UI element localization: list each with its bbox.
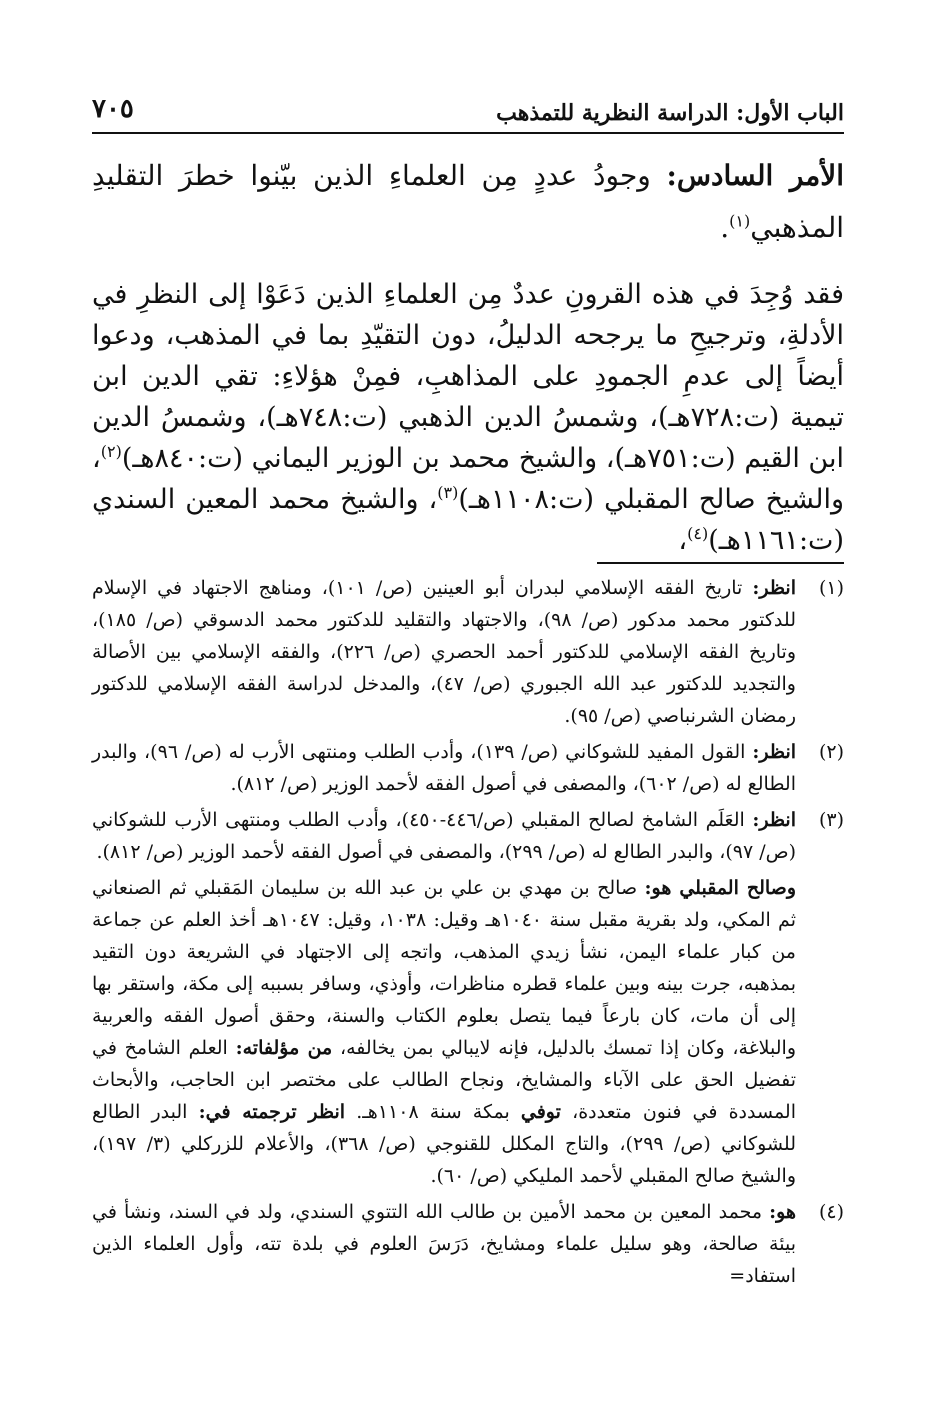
footnote-1-text: تاريخ الفقه الإسلامي لبدران أبو العينين (ص/ ١٠١)، ومناهج الاجتهاد في الإسلام للدكتور محمد مدكور (ص/ ٩٨)، والاجتهاد والتقليد للدكتور محمد الدسوقي (ص/ ١٨٥)، وتاريخ الفقه الإسلامي للدكتور أحمد الحصري (ص/ ٢٢٦)، والفقه الإسلامي بين الأصالة والتجديد للدكتور عبد الله الجبوري (ص/ ٤٧)، والمدخل لدراسة الفقه الإسلامي للدكتور رمضان الشرنباصي (ص/ ٩٥).	[92, 577, 796, 727]
footnote-3-label: انظر:	[752, 809, 796, 831]
biography-label: وصالح المقبلي هو:	[644, 877, 796, 899]
footnote-ref-3: (٣)	[437, 483, 459, 502]
main-paragraph-part-c: ، والشيخ محمد المعين السندي (ت:١١٦١هـ)	[92, 484, 844, 556]
biography-died-label: توفي	[520, 1101, 561, 1123]
biography-part-2: العلم الشامخ في تفضيل الحق على الآباء والمشايخ، ونجاح الطالب على مختصر ابن الحاجب، والأبحاث المسددة في فنون متعددة،	[92, 1037, 796, 1123]
section-heading-text: وجودُ عددٍ مِن العلماءِ الذين بيّنوا خطرَ التقليدِ المذهبي	[92, 159, 844, 244]
footnote-ref-2: (٢)	[100, 442, 122, 461]
footnote-ref-4: (٤)	[687, 524, 709, 543]
footnote-3-biography	[92, 872, 844, 1192]
footnote-1	[92, 572, 844, 732]
page-number: ٧٠٥	[92, 94, 134, 124]
section-heading-label: الأمر السادس:	[666, 159, 845, 192]
footnotes	[92, 572, 844, 1296]
main-paragraph-part-a: فقد وُجِدَ في هذه القرونِ عددٌ مِن العلماءِ الذين دَعَوْا إلى النظرِ في الأدلةِ، وترجيحِ ما يرجحه الدليلُ، دون التقيّدِ بما في المذهب، ودعوا أيضاً إلى عدمِ الجمودِ على المذاهبِ، فمِنْ هؤلاءِ: تقي الدين ابن تيمية (ت:٧٢٨هـ)، وشمسُ الدين الذهبي (ت:٧٤٨هـ)، وشمسُ الدين ابن القيم (ت:٧٥١هـ)، والشيخ محمد بن الوزير اليماني (ت:٨٤٠هـ)	[92, 279, 844, 474]
footnote-4-text: محمد المعين بن محمد الأمين بن طالب الله التتوي السندي، ولد في السند، ونشأ في بيئة صالحة، وهو سليل علماء ومشايخ، دَرَسَ العلوم في بلدة تته، وأول العلماء الذين استفاد=	[92, 1201, 796, 1287]
main-paragraph-part-d: ،	[678, 525, 688, 556]
biography-part-4: البدر الطالع للشوكاني (ص/ ٢٩٩)، والتاج المكلل للقنوجي (ص/ ٣٦٨)، والأعلام للزركلي (٣/ ١٩٧)، والشيخ صالح المقبلي لأحمد المليكي (ص/ ٦٠).	[92, 1101, 796, 1187]
footnote-2-text: القول المفيد للشوكاني (ص/ ١٣٩)، وأدب الطلب ومنتهى الأرب له (ص/ ٩٦)، والبدر الطالع له (ص/ ٦٠٢)، والمصفى في أصول الفقه لأحمد الوزير (ص/ ٨١٢).	[92, 741, 796, 795]
page-header	[92, 88, 844, 134]
footnote-4-number: (٤)	[818, 1201, 844, 1223]
footnote-3-number: (٣)	[818, 809, 844, 831]
section-heading-end: .	[720, 211, 730, 244]
main-paragraph	[92, 274, 844, 561]
main-text	[92, 150, 844, 561]
footnote-ref-1: (١)	[729, 211, 751, 231]
footnote-3-text: العَلَم الشامخ لصالح المقبلي (ص/٤٤٦-٤٥٠)، وأدب الطلب ومنتهى الأرب للشوكاني (ص/ ٩٧)، والبدر الطالع له (ص/ ٢٩٩)، والمصفى في أصول الفقه لأحمد الوزير (ص/ ٨١٢).	[92, 809, 796, 863]
biography-sources-label: انظر ترجمته في:	[198, 1101, 346, 1123]
footnote-2-number: (٢)	[818, 741, 844, 763]
footnote-1-number: (١)	[818, 577, 844, 599]
footnote-3	[92, 804, 844, 868]
footnote-1-label: انظر:	[752, 577, 796, 599]
footnote-4	[92, 1196, 844, 1292]
biography-works-label: من مؤلفاته:	[235, 1037, 333, 1059]
biography-part-3: بمكة سنة ١١٠٨هـ.	[356, 1101, 510, 1123]
footnote-2-label: انظر:	[752, 741, 797, 763]
section-heading-paragraph	[92, 150, 844, 254]
biography-part-1: صالح بن مهدي بن علي بن عبد الله بن سليمان المَقبلي ثم الصنعاني ثم المكي، ولد بقرية مقبل سنة ١٠٤٠هـ وقيل: ١٠٣٨، وقيل: ١٠٤٧هـ أخذ العلم عن جماعة من كبار علماء اليمن، نشأ زيدي المذهب، واتجه إلى الاجتهاد في الشريعة دون التقيد بمذهبه، جرت بينه وبين علماء قطره مناظرات، وأوذي، وسافر بسببه إلى مكة، واستقر بها إلى أن مات، كان بارعاً فيما يتصل بعلوم الكتاب والسنة، وحقق أصول الفقه والعربية والبلاغة، وكان إذا تمسك بالدليل، فإنه لايبالي بمن يخالفه،	[92, 877, 796, 1059]
running-title: الباب الأول: الدراسة النظرية للتمذهب	[496, 100, 844, 126]
main-paragraph-part-b: ، والشيخ صالح المقبلي (ت:١١٠٨هـ)	[92, 443, 844, 515]
footnote-separator	[597, 562, 844, 564]
footnote-4-label: هو:	[769, 1201, 796, 1223]
footnote-2	[92, 736, 844, 800]
